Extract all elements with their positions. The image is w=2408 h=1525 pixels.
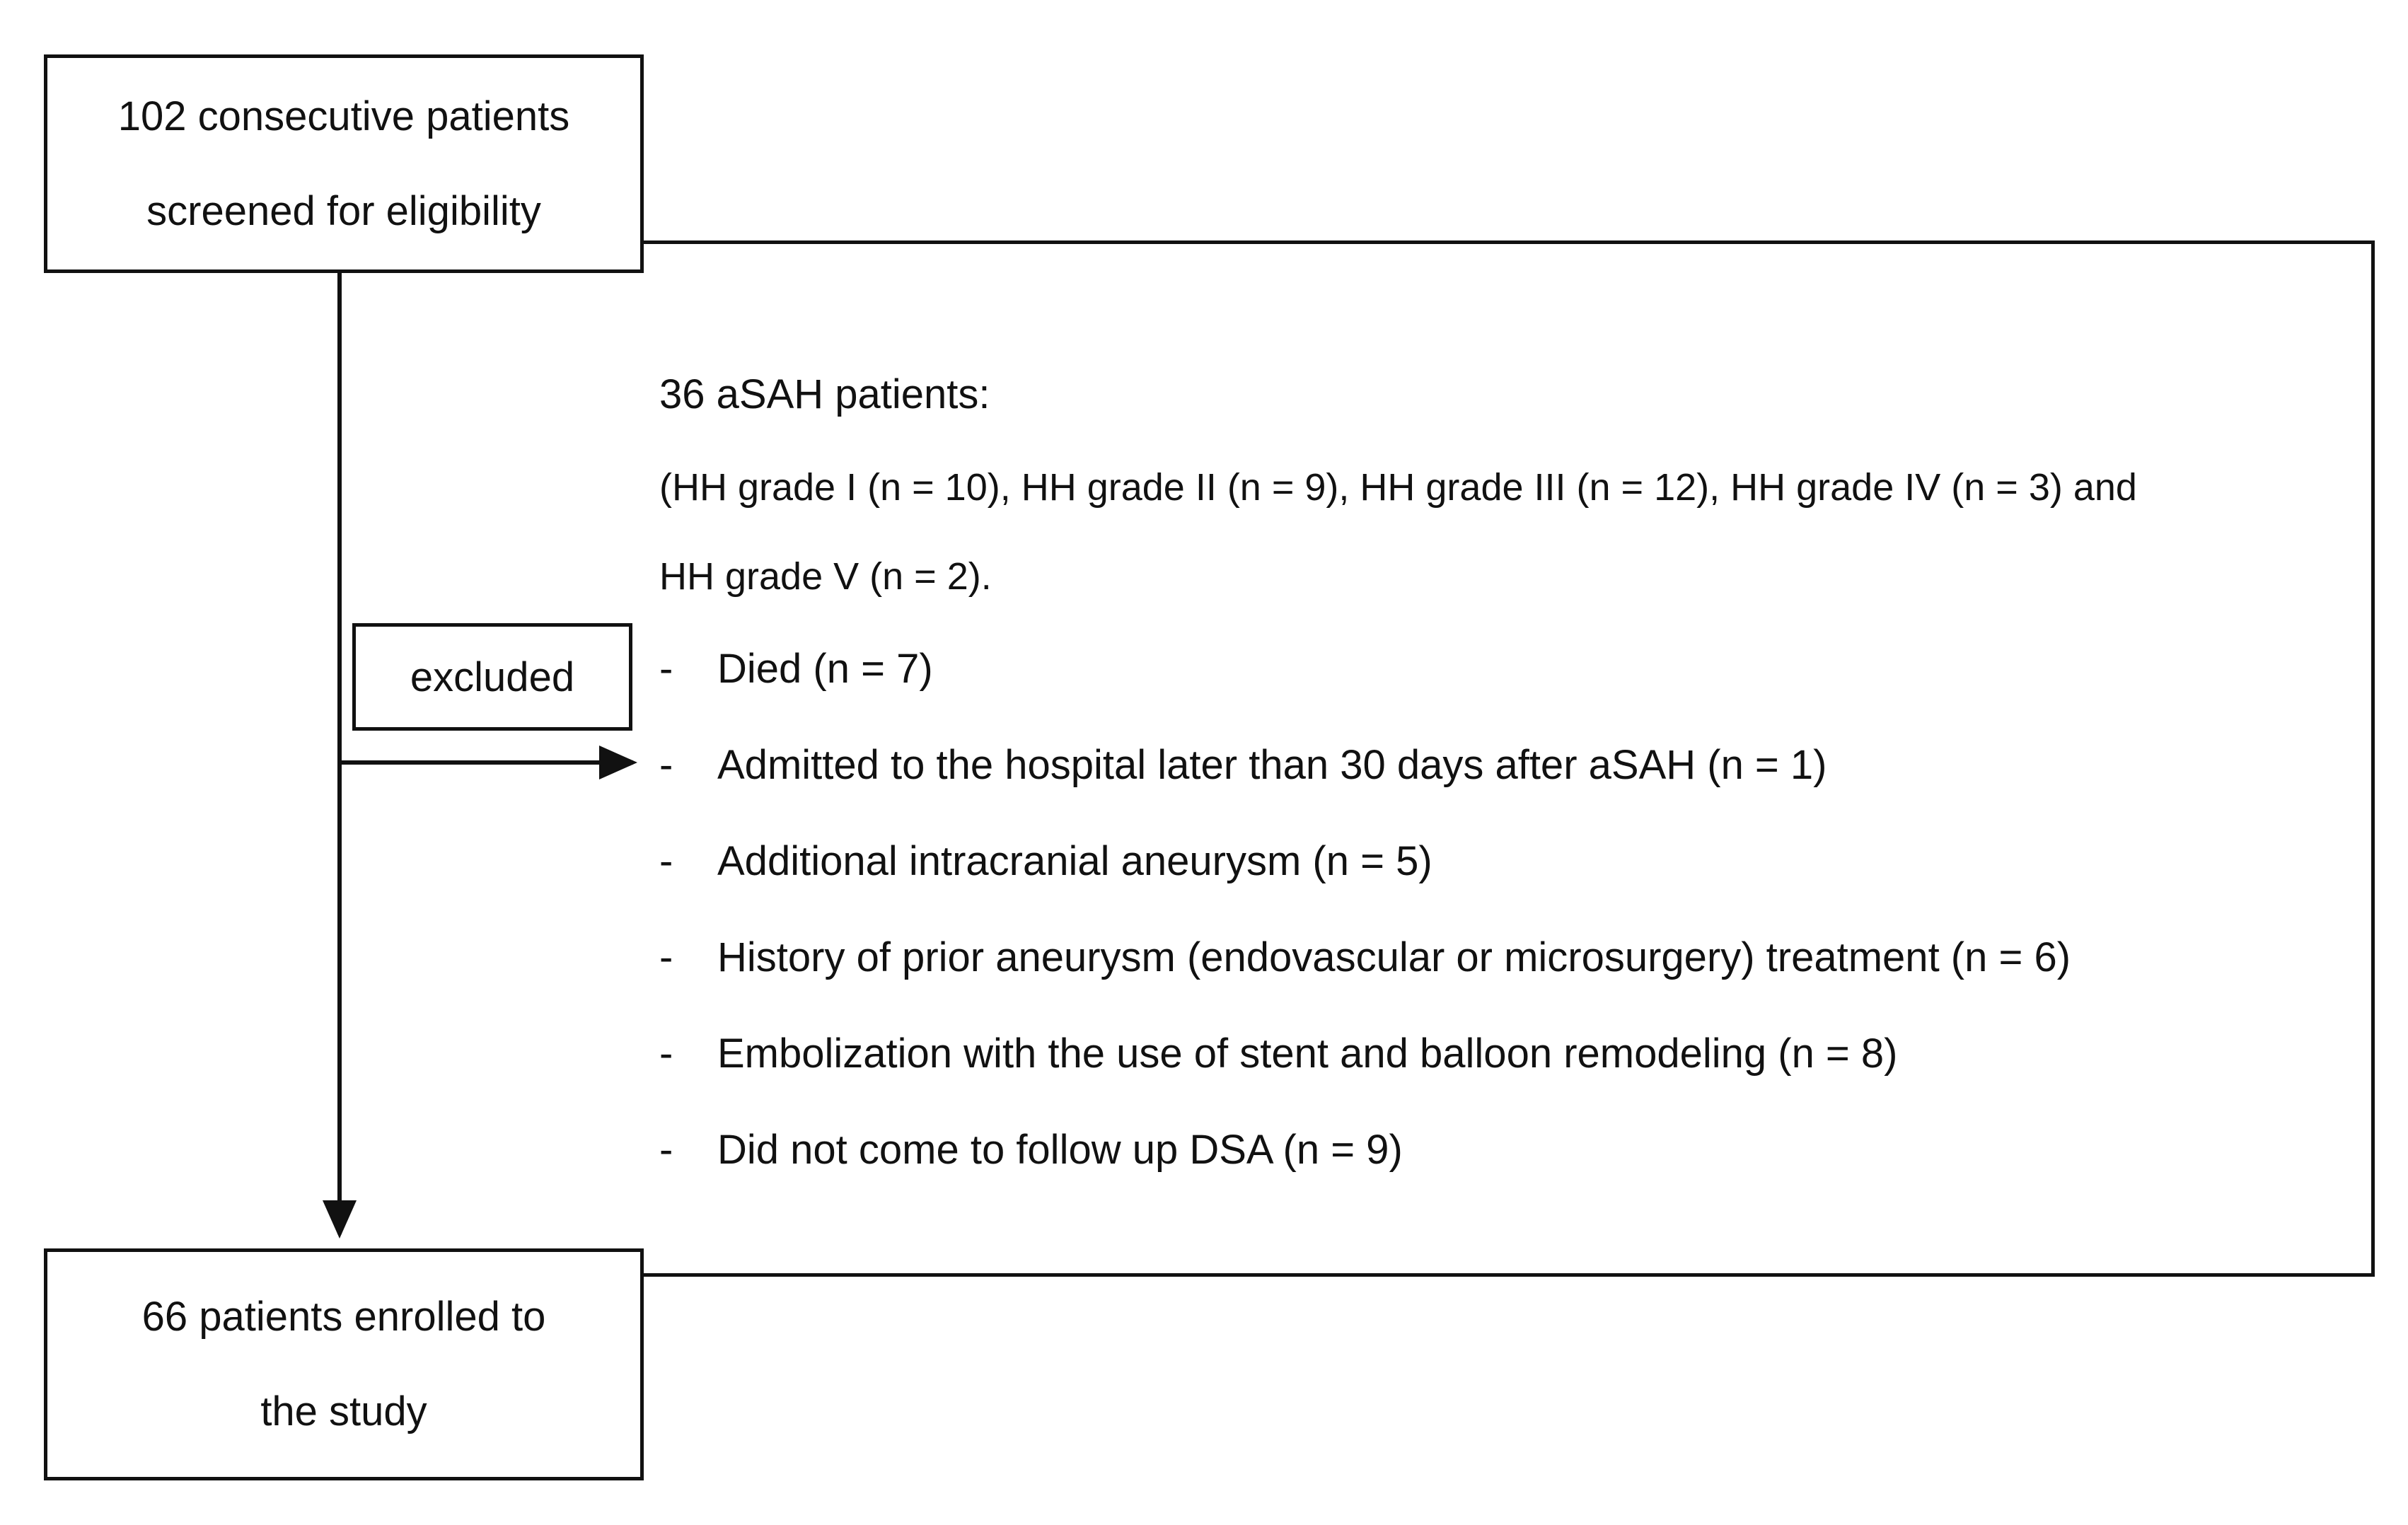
grades-line-2: HH grade V (n = 2). xyxy=(659,555,992,598)
exclusion-reason-text: Did not come to follow up DSA (n = 9) xyxy=(717,1127,1403,1173)
bullet-dash: - xyxy=(659,1127,673,1173)
bullet-dash: - xyxy=(659,1031,673,1077)
enrolled-line-1: 66 patients enrolled to xyxy=(141,1294,546,1340)
exclusion-reason-text: Additional intracranial aneurysm (n = 5) xyxy=(717,838,1432,884)
exclusion-reason-text: Admitted to the hospital later than 30 days after aSAH (n = 1) xyxy=(717,742,1827,788)
exclusion-reason-text: Embolization with the use of stent and balloon remodeling (n = 8) xyxy=(717,1031,1898,1077)
enrolled-line-2: the study xyxy=(260,1388,427,1434)
exclusion-reason-text: Died (n = 7) xyxy=(717,646,933,692)
bullet-dash: - xyxy=(659,838,673,884)
exclusion-header: 36 aSAH patients: xyxy=(659,371,990,417)
bullet-dash: - xyxy=(659,742,673,788)
excluded-label: excluded xyxy=(410,654,575,700)
bullet-dash: - xyxy=(659,934,673,980)
screened-line-1: 102 consecutive patients xyxy=(117,93,570,139)
grades-line-1: (HH grade I (n = 10), HH grade II (n = 9), HH grade III (n = 12), HH grade IV (n = 3) and xyxy=(659,466,2137,509)
screened-line-2: screened for eligibility xyxy=(146,187,541,234)
bullet-dash: - xyxy=(659,646,673,692)
exclusion-reason-text: History of prior aneurysm (endovascular or microsurgery) treatment (n = 6) xyxy=(717,934,2071,980)
